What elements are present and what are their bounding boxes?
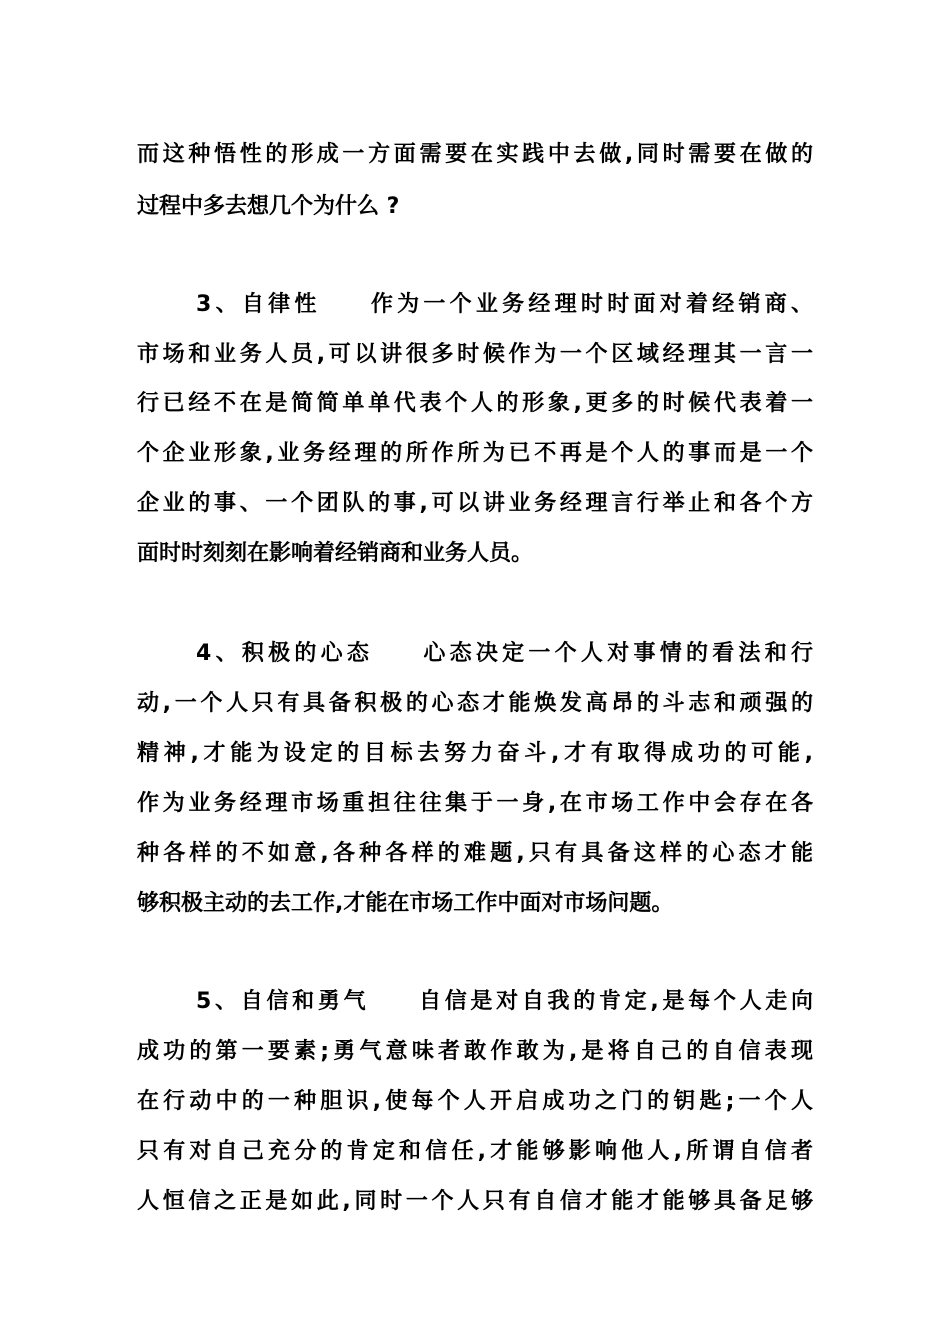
paragraph-5-line-1: 自信是对自我的肯定,是每个人走向 [415,989,813,1014]
paragraph-4-line-2: 动,一个人只有具备积极的心态才能焕发高昂的斗志和顽强的 [137,691,813,716]
paragraph-5-line-3: 在行动中的一种胆识,使每个人开启成功之门的钥匙;一个人 [137,1089,813,1114]
paragraph-1-line-2: 过程中多去想几个为什么 ? [137,194,400,219]
paragraph-3-line-5: 企业的事、一个团队的事,可以讲业务经理言行举止和各个方 [137,491,813,516]
paragraph-5-line-4: 只有对自己充分的肯定和信任,才能够影响他人,所谓自信者 [137,1139,813,1164]
paragraph-3-line-3: 行已经不在是简简单单代表个人的形象,更多的时候代表着一 [137,391,813,416]
paragraph-3-first-line [196,291,813,319]
paragraph-3-line-1: 作为一个业务经理时时面对着经销商、 [366,292,813,317]
paragraph-3-line-6: 面时时刻刻在影响着经销商和业务人员。 [137,541,534,566]
paragraph-4-first-line [196,640,813,668]
paragraph-5-first-line [196,988,813,1016]
paragraph-5-line-2: 成功的第一要素;勇气意味者敢作敢为,是将自己的自信表现 [137,1039,813,1064]
paragraph-1-line-1: 而这种悟性的形成一方面需要在实践中去做,同时需要在做的 [137,142,813,167]
section-5-heading: 5、自信和勇气 [196,989,370,1014]
paragraph-4-line-1: 心态决定一个人对事情的看法和行 [419,641,813,666]
section-4-heading: 4、积极的心态 [196,641,374,666]
paragraph-3-line-2: 市场和业务人员,可以讲很多时候作为一个区域经理其一言一 [137,342,813,367]
paragraph-3-line-4: 个企业形象,业务经理的所作所为已不再是个人的事而是一个 [137,441,813,466]
paragraph-4-line-5: 种各样的不如意,各种各样的难题,只有具备这样的心态才能 [137,841,813,866]
paragraph-5-line-5: 人恒信之正是如此,同时一个人只有自信才能才能够具备足够 [137,1189,813,1214]
paragraph-4-line-6: 够积极主动的去工作,才能在市场工作中面对市场问题。 [137,891,674,916]
section-3-heading: 3、自律性 [196,292,321,317]
paragraph-4-line-3: 精神,才能为设定的目标去努力奋斗,才有取得成功的可能, [137,741,813,766]
paragraph-4-line-4: 作为业务经理市场重担往往集于一身,在市场工作中会存在各 [137,791,813,816]
